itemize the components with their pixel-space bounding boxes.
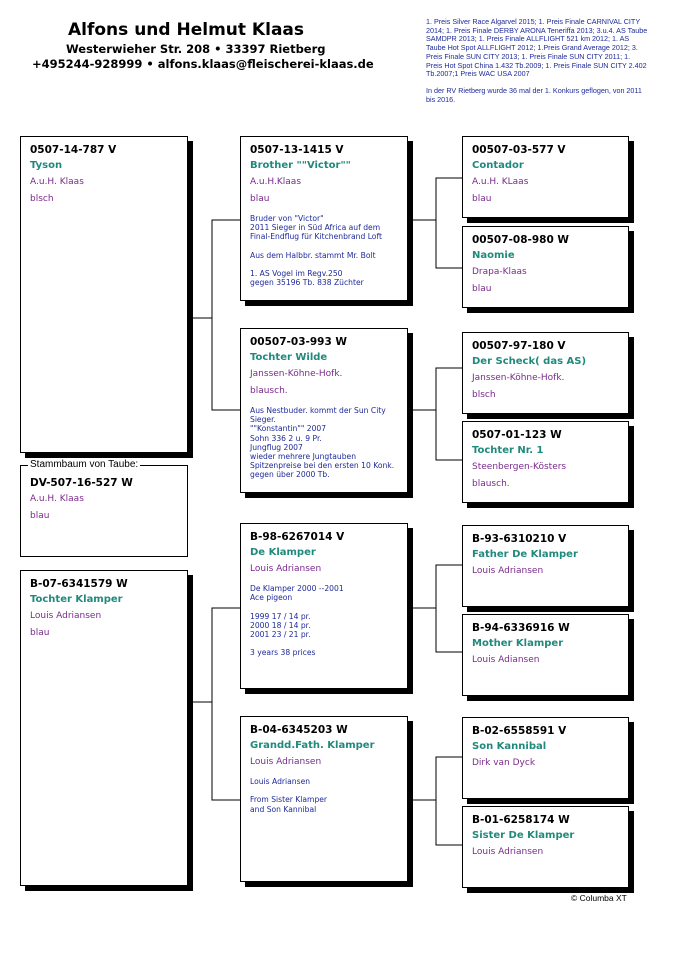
note-line: Sieger.: [250, 415, 276, 425]
ring-number: DV-507-16-527 W: [30, 477, 133, 489]
pigeon-name: De Klamper: [250, 547, 316, 558]
note-line: [250, 786, 403, 795]
breeder-name: A.u.H.Klaas: [250, 177, 302, 187]
breeder-name: Louis Adriansen: [30, 611, 102, 621]
note-line: Final-Endflug für Kitchenbrand Loft: [250, 232, 382, 242]
breeder-name: Louis Adriansen: [250, 757, 322, 767]
pigeon-name: Der Scheck( das AS): [472, 356, 587, 367]
breeder-name: Dirk van Dyck: [472, 758, 536, 768]
pedigree-sdd: [462, 421, 629, 503]
ring-number: B-98-6267014 V: [250, 531, 345, 543]
breeder-title: Alfons und Helmut Klaas: [68, 20, 304, 40]
pigeon-name: Son Kannibal: [472, 741, 547, 752]
note-line: and Son Kannibal: [250, 804, 317, 814]
breeder-name: A.u.H. Klaas: [30, 494, 84, 504]
note-line: 2001 23 / 21 pr.: [250, 630, 311, 640]
pedigree-ssd: [462, 226, 629, 308]
pigeon-color: blausch.: [472, 479, 510, 489]
note-line: 3 years 38 prices: [250, 648, 316, 658]
breeder-contact: +495244-928999 • alfons.klaas@fleischerei-klaas.de: [32, 57, 374, 71]
breeder-name: Louis Adriansen: [472, 566, 544, 576]
ring-number: B-93-6310210 V: [472, 533, 567, 545]
pigeon-color: blau: [30, 628, 50, 638]
note-line: Aus Nestbuder. kommt der Sun City: [250, 406, 386, 415]
pigeon-color: blau: [250, 194, 270, 204]
breeder-name: Janssen-Köhne-Hofk.: [472, 373, 565, 383]
note-line: wieder mehrere Jungtauben: [250, 452, 357, 462]
pigeon-name: Contador: [472, 160, 524, 171]
note-line: 2011 Sieger in Süd Africa auf dem: [250, 223, 381, 233]
pigeon-name: Tochter Wilde: [250, 352, 328, 363]
ring-number: 0507-14-787 V: [30, 144, 117, 156]
note-line: Aus dem Halbbr. stammt Mr. Bolt: [250, 250, 376, 260]
pedigree-sds: [462, 332, 629, 414]
note-line: 2000 18 / 14 pr.: [250, 620, 311, 630]
pigeon-color: blau: [472, 284, 492, 294]
note-line: From Sister Klamper: [250, 795, 328, 805]
pedigree-subject: [20, 465, 188, 557]
ring-number: 0507-13-1415 V: [250, 144, 344, 156]
pigeon-name: Tyson: [30, 160, 63, 171]
breeder-name: A.u.H. KLaas: [472, 177, 529, 187]
breeder-address: Westerwieher Str. 208 • 33397 Rietberg: [66, 42, 326, 56]
pigeon-name: Father De Klamper: [472, 549, 578, 560]
note-line: [250, 602, 403, 611]
pigeon-name: Sister De Klamper: [472, 830, 575, 841]
pedigree-dss: [462, 525, 629, 607]
pigeon-name: Brother ""Victor"": [250, 160, 351, 171]
pigeon-name: Mother Klamper: [472, 638, 564, 649]
note-line: Spitzenpreise bei den ersten 10 Konk.: [250, 461, 395, 471]
ring-number: B-01-6258174 W: [472, 814, 570, 826]
breeder-name: Janssen-Köhne-Hofk.: [250, 369, 343, 379]
pedigree-sss: [462, 136, 629, 218]
pedigree-label: Stammbaum von Taube:: [30, 459, 139, 470]
pigeon-color: blsch: [472, 390, 496, 400]
note-line: Bruder von "Victor": [250, 214, 324, 223]
note-line: Jungflug 2007: [250, 442, 303, 452]
pedigree-ddd: [462, 806, 629, 888]
software-credit: © Columba XT: [571, 893, 627, 903]
pedigree-dam-sire: [240, 523, 408, 689]
breeder-name: Drapa-Klaas: [472, 267, 527, 277]
ring-number: 00507-03-577 V: [472, 144, 566, 156]
pigeon-color: blausch.: [250, 386, 288, 396]
note-line: Louis Adriansen: [250, 777, 311, 786]
note-line: 1. AS Vogel im Regv.250: [250, 269, 343, 279]
pigeon-notes: [250, 406, 403, 480]
pedigree-sire-dam: [240, 328, 408, 493]
note-line: gegen 35196 Tb. 838 Züchter: [250, 278, 364, 288]
pedigree-dam-dam: [240, 716, 408, 882]
pedigree-dds: [462, 717, 629, 799]
pedigree-sire: [20, 136, 188, 453]
note-line: De Klamper 2000 --2001: [250, 584, 344, 593]
pigeon-color: blsch: [30, 194, 54, 204]
ring-number: 0507-01-123 W: [472, 429, 562, 441]
note-line: gegen über 2000 Tb.: [250, 470, 330, 480]
note-line: ""Konstantin"" 2007: [250, 424, 327, 434]
breeder-name: A.u.H. Klaas: [30, 177, 84, 187]
pigeon-notes: [250, 584, 403, 658]
breeder-name: Louis Adriansen: [250, 564, 322, 574]
pedigree-sire-sire: [240, 136, 408, 301]
breeder-name: Steenbergen-Kösters: [472, 462, 567, 472]
ring-number: B-04-6345203 W: [250, 724, 348, 736]
pedigree-dam: [20, 570, 188, 886]
pigeon-color: blau: [472, 194, 492, 204]
awards-list: 1. Preis Silver Race Algarvel 2015; 1. Preis Finale CARNIVAL CITY 2014; 1. Preis Finale DERBY ARONA Teneriffa 2013; 3.u.4. AS Taube SAMDPR 2013; 1. Preis Finale ALLFLIGHT 521 km 2012; 1. AS Taube Hot Spot ALLFLIGHT 2012; 1.Preis Grand Average 2012; 3. Preis Finale SUN CITY 2013; 1. Preis Finale SUN CITY 2011; 1. Preis Hot Spot China 1.432 Tb.2009; 1. Preis Finale SUN CITY 2.402 Tb.2007;1 Preis WAC USA 2007: [426, 17, 648, 79]
pigeon-notes: [250, 214, 403, 288]
pigeon-notes: [250, 777, 403, 814]
pigeon-color: blau: [30, 511, 50, 521]
ring-number: B-94-6336916 W: [472, 622, 570, 634]
breeder-name: Louis Adriansen: [472, 847, 544, 857]
awards-note: In der RV Rietberg wurde 36 mal der 1. Konkurs geflogen, von 2011 bis 2016.: [426, 86, 642, 105]
breeder-name: Louis Adiansen: [472, 655, 540, 665]
note-line: [250, 242, 403, 251]
ring-number: 00507-97-180 V: [472, 340, 566, 352]
note-line: [250, 260, 403, 269]
ring-number: 00507-08-980 W: [472, 234, 570, 246]
ring-number: 00507-03-993 W: [250, 336, 348, 348]
note-line: Sohn 336 2 u. 9 Pr.: [250, 433, 322, 443]
pedigree-dsd: [462, 614, 629, 696]
ring-number: B-02-6558591 V: [472, 725, 567, 737]
note-line: Ace pigeon: [250, 593, 293, 603]
note-line: [250, 639, 403, 648]
pigeon-name: Naomie: [472, 250, 515, 261]
pigeon-name: Tochter Nr. 1: [472, 445, 544, 456]
pigeon-name: Grandd.Fath. Klamper: [250, 740, 375, 751]
note-line: 1999 17 / 14 pr.: [250, 611, 311, 621]
ring-number: B-07-6341579 W: [30, 578, 128, 590]
pigeon-name: Tochter Klamper: [30, 594, 123, 605]
